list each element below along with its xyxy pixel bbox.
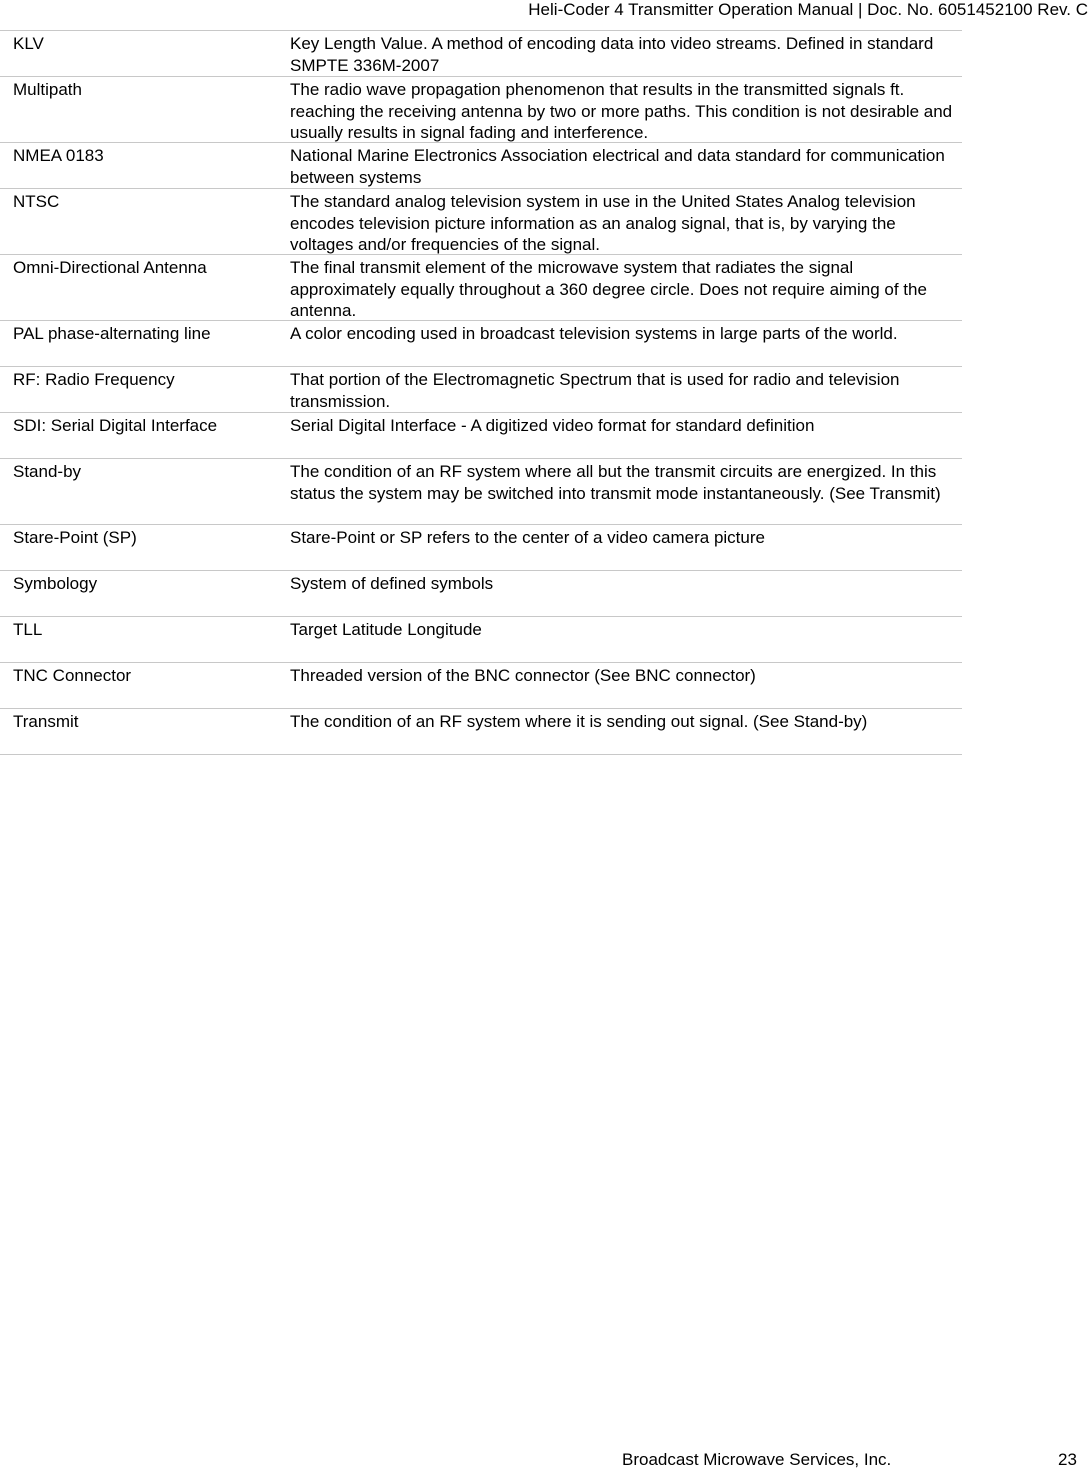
glossary-row bbox=[0, 663, 962, 709]
glossary-row bbox=[0, 143, 962, 189]
glossary-row bbox=[0, 525, 962, 571]
glossary-term: Stare-Point (SP) bbox=[13, 528, 137, 547]
page-number: 23 bbox=[1058, 1450, 1077, 1469]
glossary-term: Omni-Directional Antenna bbox=[13, 258, 207, 277]
glossary-term: SDI: Serial Digital Interface bbox=[13, 416, 218, 435]
glossary-term: NTSC bbox=[13, 192, 60, 211]
glossary-definition: Threaded version of the BNC connector (See BNC connector) bbox=[290, 666, 756, 685]
glossary-definition: The condition of an RF system where all but the transmit circuits are energized. In this status the system may be switched into transmit mode instantaneously. (See Transmit) bbox=[290, 462, 941, 503]
glossary-row bbox=[0, 31, 962, 77]
glossary-term: Symbology bbox=[13, 574, 98, 593]
glossary-term: TNC Connector bbox=[13, 666, 132, 685]
glossary-term: Transmit bbox=[13, 712, 79, 731]
glossary-term: PAL phase-alternating line bbox=[13, 324, 211, 343]
glossary-definition: The condition of an RF system where it is sending out signal. (See Stand-by) bbox=[290, 712, 868, 731]
glossary-row bbox=[0, 459, 962, 525]
glossary-row bbox=[0, 321, 962, 367]
glossary-definition: That portion of the Electromagnetic Spectrum that is used for radio and television transmission. bbox=[290, 370, 900, 411]
glossary-row bbox=[0, 709, 962, 755]
glossary-definition: The radio wave propagation phenomenon that results in the transmitted signals ft. reaching the receiving antenna by two or more paths. This condition is not desirable and usually results in signal fading and interference. bbox=[290, 80, 953, 142]
glossary-term: Stand-by bbox=[13, 462, 82, 481]
glossary-term: TLL bbox=[13, 620, 43, 639]
glossary-term: KLV bbox=[13, 34, 44, 53]
glossary-row bbox=[0, 413, 962, 459]
glossary-definition: Stare-Point or SP refers to the center of a video camera picture bbox=[290, 528, 765, 547]
glossary-definition: Key Length Value. A method of encoding data into video streams. Defined in standard SMPTE 336M-2007 bbox=[290, 34, 934, 75]
page-header: Heli-Coder 4 Transmitter Operation Manual | Doc. No. 6051452100 Rev. C bbox=[528, 0, 1088, 19]
glossary-definition: The standard analog television system in use in the United States Analog television encodes television picture information as an analog signal, that is, by varying the voltages and/or frequencies of the signal. bbox=[290, 192, 916, 254]
glossary-row bbox=[0, 617, 962, 663]
glossary-definition: Target Latitude Longitude bbox=[290, 620, 482, 639]
glossary-row bbox=[0, 255, 962, 321]
glossary-row bbox=[0, 571, 962, 617]
glossary-definition: System of defined symbols bbox=[290, 574, 494, 593]
glossary-term: NMEA 0183 bbox=[13, 146, 104, 165]
glossary-definition: Serial Digital Interface - A digitized video format for standard definition bbox=[290, 416, 815, 435]
glossary-row bbox=[0, 77, 962, 143]
glossary-definition: National Marine Electronics Association electrical and data standard for communication between systems bbox=[290, 146, 945, 187]
glossary-row bbox=[0, 189, 962, 255]
glossary-table bbox=[0, 30, 962, 755]
glossary-row bbox=[0, 367, 962, 413]
glossary-definition: The final transmit element of the microwave system that radiates the signal approximately equally throughout a 360 degree circle. Does not require aiming of the antenna. bbox=[290, 258, 927, 320]
glossary-definition: A color encoding used in broadcast television systems in large parts of the world. bbox=[290, 324, 898, 343]
glossary-term: RF: Radio Frequency bbox=[13, 370, 175, 389]
glossary-term: Multipath bbox=[13, 80, 82, 99]
footer-company: Broadcast Microwave Services, Inc. bbox=[622, 1450, 892, 1469]
